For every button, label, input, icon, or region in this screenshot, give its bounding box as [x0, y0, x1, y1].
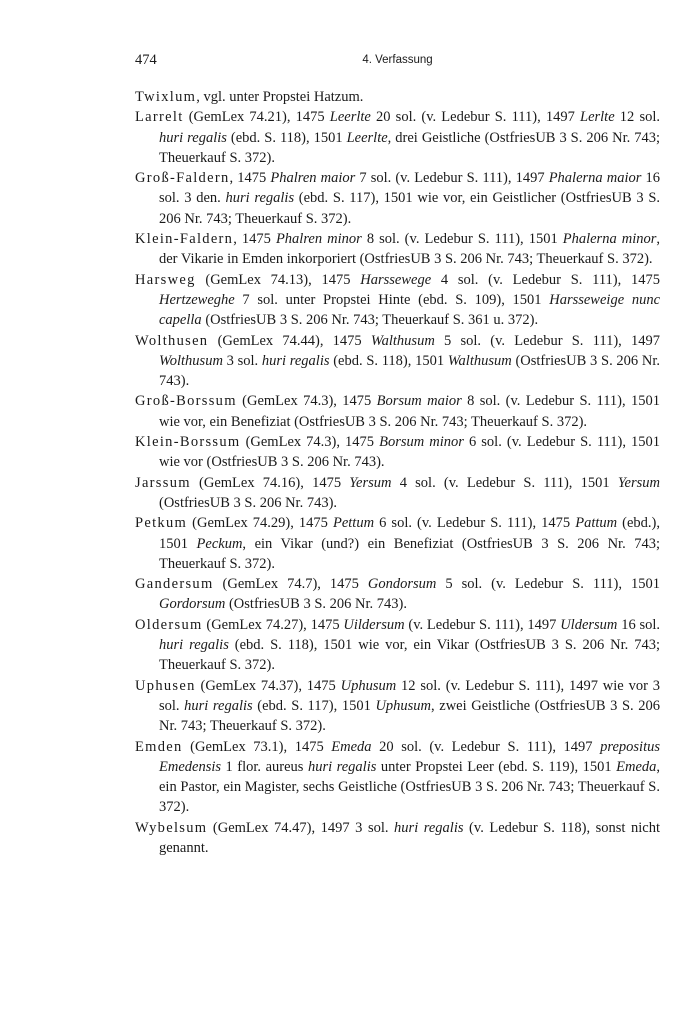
- entry-italic-form: prepositus Emedensis: [159, 738, 660, 775]
- entry-text: (ebd.), 1501: [159, 515, 661, 552]
- entry-text: 4 sol. (v. Ledebur S. 111), 1501: [391, 474, 618, 491]
- entry-text: 12 sol.: [614, 109, 661, 126]
- entry-text: , drei Geistliche (OstfriesUB 3 S. 206 Nr. 743; Theuerkauf S. 372).: [159, 129, 660, 166]
- entry-italic-form: Wolthusum: [159, 352, 223, 369]
- entry-text: (ebd. S. 118), 1501: [226, 129, 347, 146]
- entry-text: (ebd. S. 117), 1501: [252, 697, 376, 714]
- entry-place-name: Oldersum: [135, 616, 203, 633]
- entry: [135, 87, 660, 107]
- entry-text: (ebd. S. 118), 1501 wie vor, ein Vikar (OstfriesUB 3 S. 206 Nr. 743; Theuerkauf S. 372).: [159, 637, 660, 674]
- entry-italic-form: Lerlte: [580, 109, 615, 126]
- entry-text: unter Propstei Leer (ebd. S. 119), 1501: [376, 758, 617, 775]
- entry-place-name: Groß-Faldern: [135, 170, 230, 187]
- entry-text: (v. Ledebur S. 118), sonst nicht genannt.: [159, 819, 660, 856]
- entry-italic-form: Uildersum: [343, 616, 405, 633]
- entry-text: (GemLex 74.13), 1475: [195, 271, 361, 288]
- entry: [135, 168, 660, 229]
- entry-text: 4 sol. (v. Ledebur S. 111), 1475: [431, 271, 661, 288]
- entry-text: 5 sol. (v. Ledebur S. 111), 1501: [436, 576, 661, 593]
- entry-list: [135, 87, 660, 858]
- entry-text: (ebd. S. 117), 1501 wie vor, ein Geistlicher (OstfriesUB 3 S. 206 Nr. 743; Theuerkauf S. 372).: [159, 190, 661, 227]
- entry-place-name: Gandersum: [135, 576, 214, 593]
- entry-italic-form: huri regalis: [225, 190, 295, 207]
- entry-text: 8 sol. (v. Ledebur S. 111), 1501: [361, 231, 563, 248]
- entry-italic-form: huri regalis: [184, 697, 253, 714]
- entry: [135, 513, 660, 574]
- entry-text: , 1475: [233, 231, 276, 248]
- entry-italic-form: Pettum: [332, 515, 375, 532]
- entry-italic-form: Pattum: [575, 515, 618, 532]
- running-title: 4. Verfassung: [362, 54, 433, 66]
- entry-text: , zwei Geistliche (OstfriesUB 3 S. 206 Nr. 743; Theuerkauf S. 372).: [159, 697, 660, 735]
- entry: [135, 229, 660, 270]
- entry: [135, 818, 660, 859]
- entry: [135, 107, 660, 168]
- entry-text: 20 sol. (v. Ledebur S. 111), 1497: [370, 109, 581, 126]
- page-header: [135, 52, 660, 72]
- entry-text: (OstfriesUB 3 S. 206 Nr. 743).: [159, 494, 338, 511]
- entry-text: (OstfriesUB 3 S. 206 Nr. 743; Theuerkauf S. 361 u. 372).: [201, 312, 539, 329]
- entry-place-name: Wolthusen: [135, 332, 209, 349]
- entry-text: (ebd. S. 118), 1501: [329, 352, 448, 369]
- entry-text: 6 sol. (v. Ledebur S. 111), 1475: [374, 515, 576, 532]
- entry: [135, 737, 660, 818]
- entry-italic-form: Gondorsum: [367, 576, 437, 593]
- entry-italic-form: Uphusum: [375, 697, 432, 714]
- entry-text: , ein Pastor, ein Magister, sechs Geistliche (OstfriesUB 3 S. 206 Nr. 743; Theuerkauf S. 372).: [159, 758, 661, 816]
- entry: [135, 473, 660, 514]
- entry-place-name: Harsweg: [135, 271, 196, 288]
- entry-place-name: Klein-Faldern: [135, 231, 234, 248]
- entry-italic-form: Hertzeweghe: [159, 291, 235, 308]
- entry-italic-form: Uldersum: [560, 616, 618, 633]
- entry-text: 7 sol. (v. Ledebur S. 111), 1497: [355, 170, 549, 187]
- entry-italic-form: Emeda: [331, 738, 372, 755]
- entry-text: (GemLex 74.7), 1475: [213, 576, 368, 593]
- entry-italic-form: Harsseweige nunc capella: [159, 291, 661, 329]
- entry-text: 7 sol. unter Propstei Hinte (ebd. S. 109), 1501: [234, 291, 550, 308]
- entry: [135, 331, 660, 392]
- entry: [135, 432, 660, 473]
- entry-italic-form: Yersum: [617, 474, 661, 491]
- entry-text: 16 sol.: [617, 616, 661, 633]
- entry-italic-form: Yersum: [349, 474, 392, 491]
- entry-text: 6 sol. (v. Ledebur S. 111), 1501 wie vor (OstfriesUB 3 S. 206 Nr. 743).: [159, 434, 660, 471]
- entry-text: 12 sol. (v. Ledebur S. 111), 1497 wie vor 3 sol.: [159, 677, 660, 714]
- entry-italic-form: Peckum: [196, 535, 243, 552]
- entry-italic-form: Borsum minor: [379, 434, 464, 451]
- entry-text: (GemLex 74.21), 1475: [183, 109, 330, 126]
- entry-italic-form: Borsum maior: [376, 393, 462, 410]
- entry-italic-form: Uphusum: [340, 677, 397, 694]
- entry-italic-form: Phalren maior: [270, 170, 356, 187]
- entry-text: , ein Vikar (und?) ein Benefiziat (OstfriesUB 3 S. 206 Nr. 743; Theuerkauf S. 372).: [159, 535, 660, 572]
- page-number: 474: [135, 52, 157, 68]
- entry: [135, 615, 660, 676]
- entry-text: (v. Ledebur S. 111), 1497: [404, 616, 561, 633]
- entry-italic-form: huri regalis: [261, 352, 330, 369]
- entry-text: 3 sol.: [222, 352, 262, 369]
- entry-text: (OstfriesUB 3 S. 206 Nr. 743).: [159, 352, 660, 390]
- entry-text: (GemLex 74.3), 1475: [240, 434, 380, 451]
- entry-italic-form: Leerlte: [346, 129, 388, 146]
- entry-place-name: Klein-Borssum: [135, 434, 241, 451]
- entry-text: (GemLex 73.1), 1475: [182, 738, 332, 755]
- entry-text: 1 flor. aureus: [221, 758, 308, 775]
- entry-italic-form: Phalerna maior: [548, 170, 642, 187]
- entry-place-name: Petkum: [135, 515, 188, 532]
- entry: [135, 574, 660, 615]
- entry-text: 5 sol. (v. Ledebur S. 111), 1497: [434, 332, 660, 349]
- entry-text: (GemLex 74.16), 1475: [190, 474, 350, 491]
- entry-text: (GemLex 74.3), 1475: [236, 393, 377, 410]
- entry-place-name: Twixlum: [135, 89, 197, 105]
- entry-text: , der Vikarie in Emden inkorporiert (OstfriesUB 3 S. 206 Nr. 743; Theuerkauf S. 372).: [159, 231, 660, 268]
- entry-text: (GemLex 74.47), 1497 3 sol.: [207, 819, 395, 836]
- entry-italic-form: Leerlte: [329, 109, 371, 126]
- entry-text: , 1475: [229, 170, 271, 187]
- entry-place-name: Jarssum: [135, 474, 191, 491]
- entry-italic-form: Phalerna minor: [562, 231, 657, 248]
- entry: [135, 270, 660, 331]
- entry: [135, 676, 660, 737]
- entry-italic-form: huri regalis: [159, 129, 227, 146]
- entry-italic-form: Emeda: [616, 758, 657, 775]
- entry-italic-form: huri regalis: [307, 758, 377, 775]
- entry-italic-form: Gordorsum: [159, 596, 226, 613]
- entry-italic-form: huri regalis: [159, 637, 229, 654]
- entry-place-name: Groß-Borssum: [135, 393, 237, 410]
- entry-text: 20 sol. (v. Ledebur S. 111), 1497: [371, 738, 601, 755]
- entry-text: (GemLex 74.27), 1475: [202, 616, 344, 633]
- entry-italic-form: Phalren minor: [275, 231, 362, 248]
- entry-text: (OstfriesUB 3 S. 206 Nr. 743).: [225, 596, 407, 613]
- entry-place-name: Larrelt: [135, 109, 184, 126]
- entry-text: (GemLex 74.44), 1475: [208, 332, 371, 349]
- entry-text: (GemLex 74.29), 1475: [187, 515, 333, 532]
- entry-italic-form: Walthusum: [447, 352, 512, 369]
- entry-text: 16 sol. 3 den.: [159, 170, 660, 207]
- entry-italic-form: Walthusum: [370, 332, 435, 349]
- entry-text: 8 sol. (v. Ledebur S. 111), 1501 wie vor, ein Benefiziat (OstfriesUB 3 S. 206 Nr. 743; Theuerkauf S. 372).: [159, 393, 660, 430]
- entry-italic-form: Harssewege: [360, 271, 432, 288]
- entry-text: , vgl. unter Propstei Hatzum.: [196, 89, 364, 105]
- entry-place-name: Wybelsum: [135, 819, 208, 836]
- entry-place-name: Uphusen: [135, 677, 196, 694]
- entry-place-name: Emden: [135, 738, 183, 755]
- entry-italic-form: huri regalis: [394, 819, 464, 836]
- entry: [135, 391, 660, 432]
- entry-text: (GemLex 74.37), 1475: [195, 677, 341, 694]
